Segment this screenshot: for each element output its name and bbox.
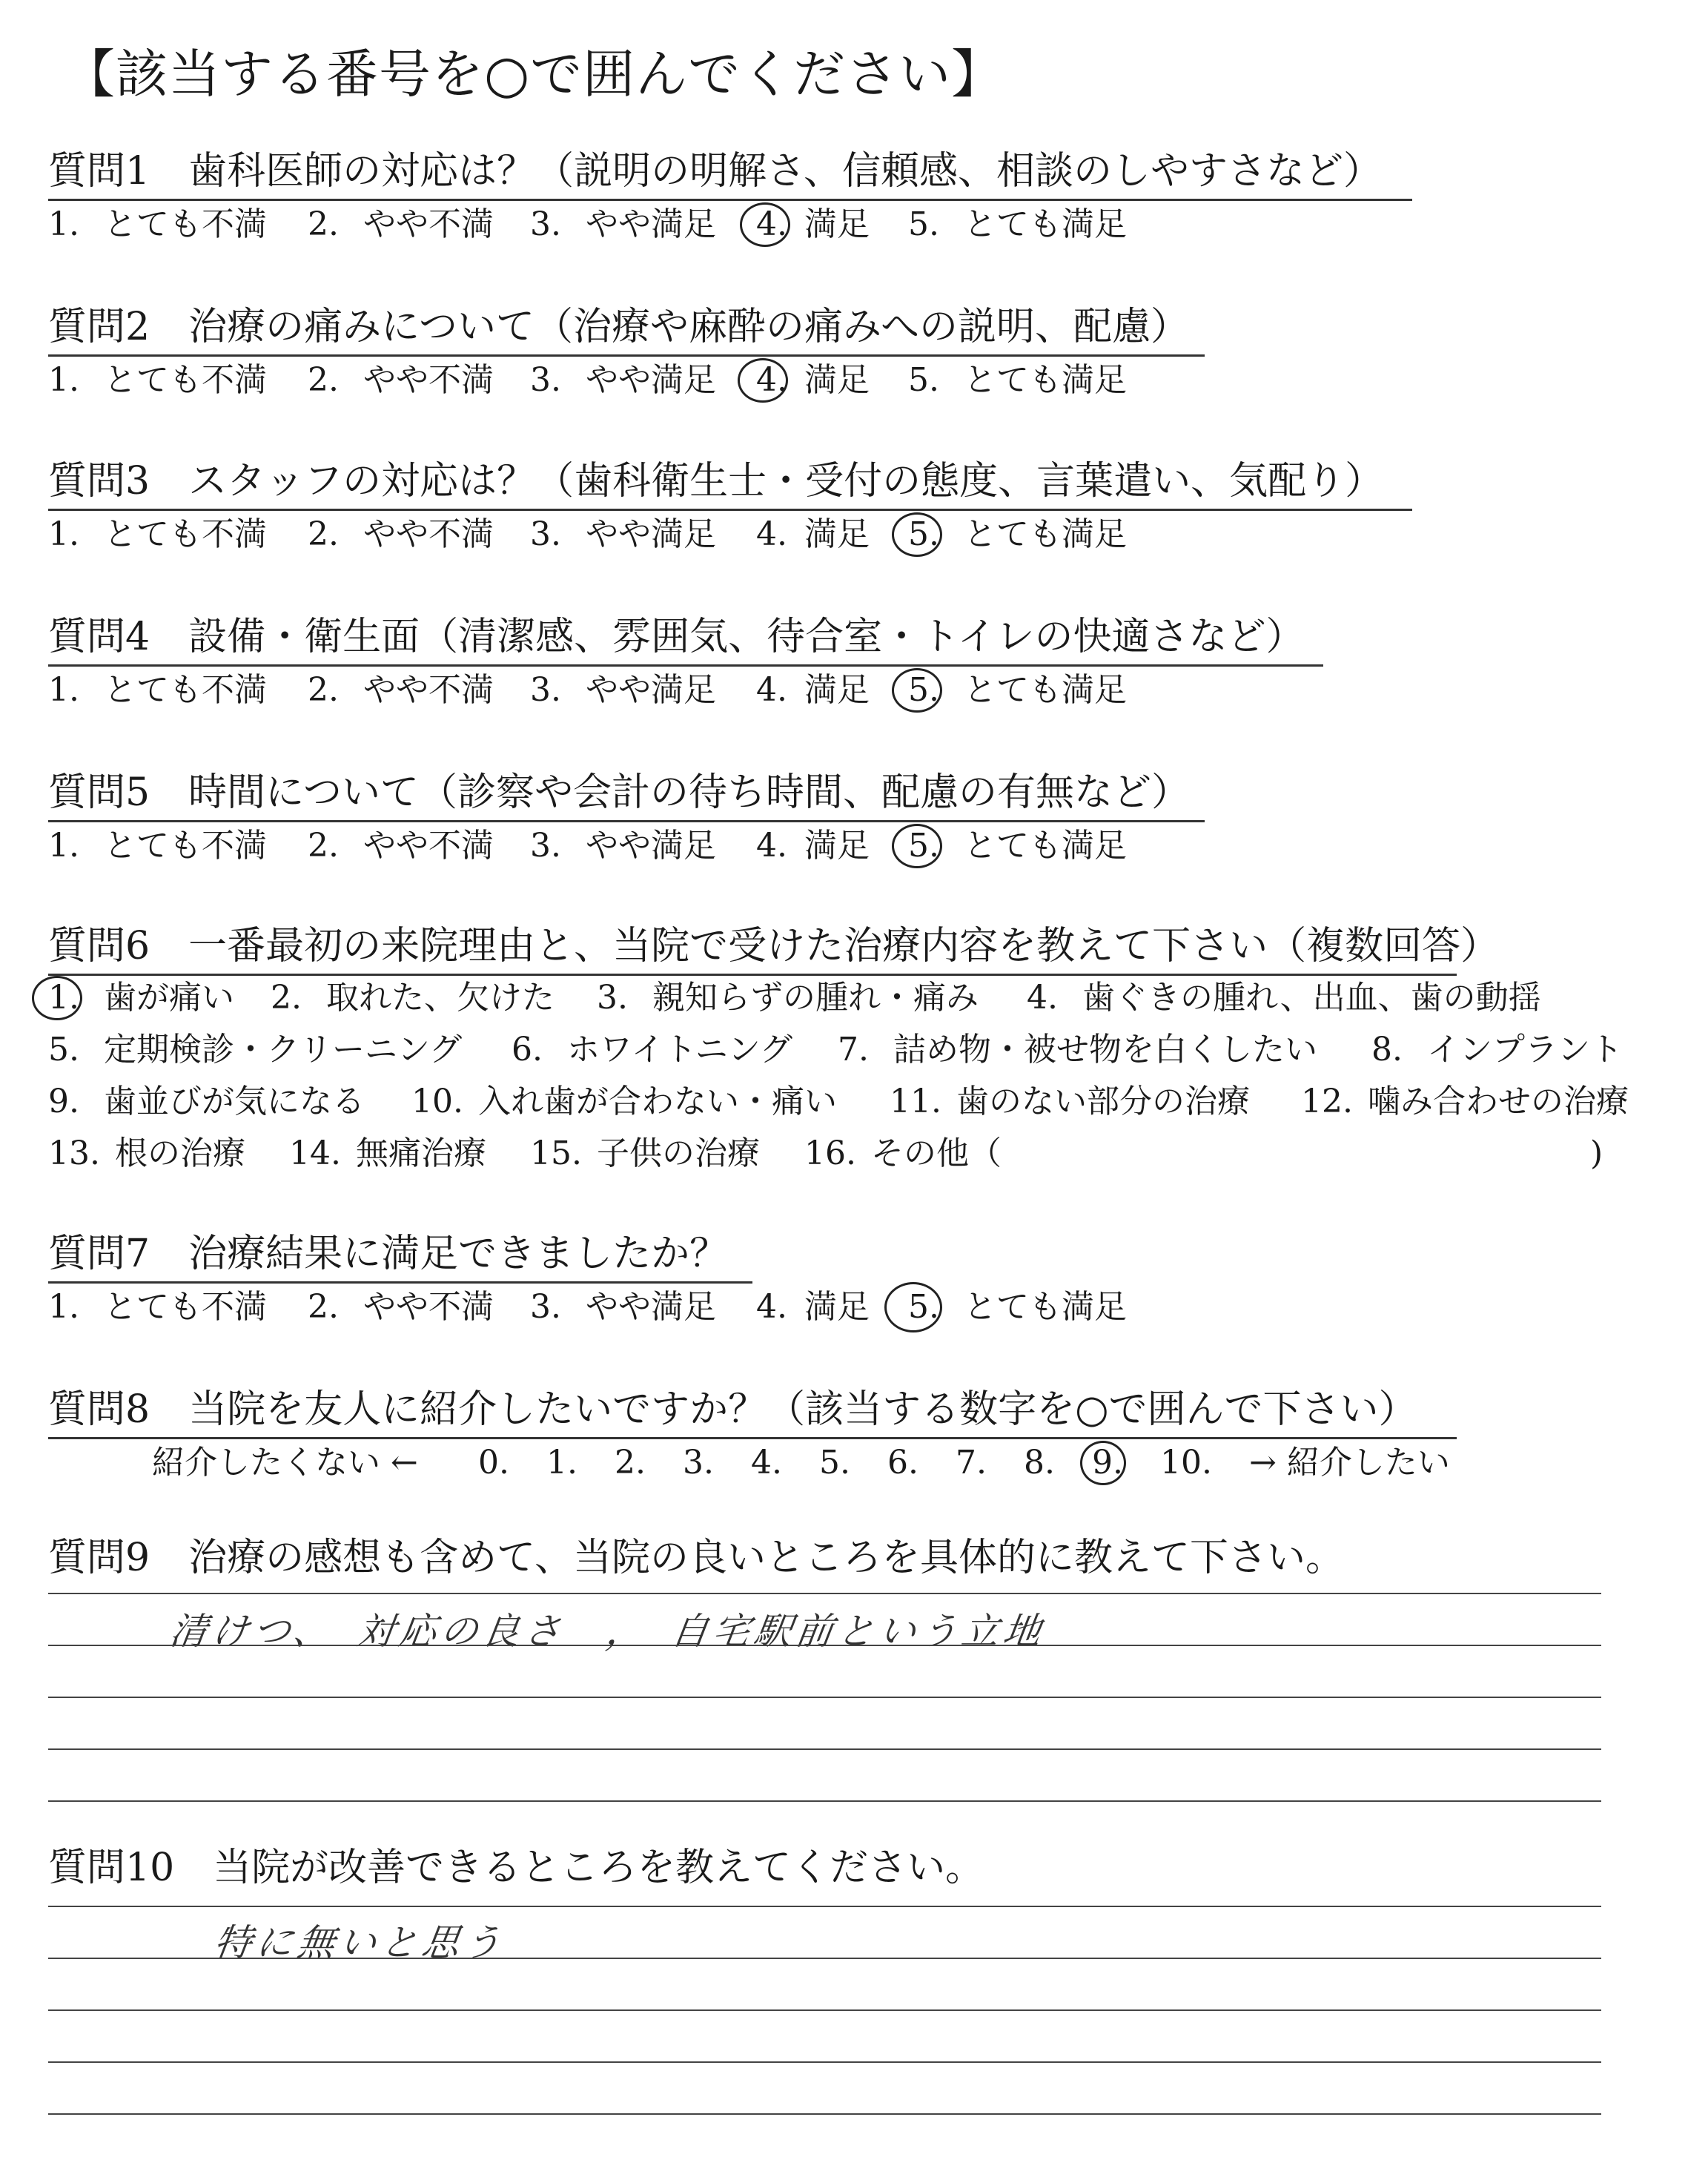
option-number[interactable]: 11.	[890, 1083, 941, 1120]
question-3-title: 質問3 スタッフの対応は？（歯科衛生士・受付の態度、言葉遣い、気配り）	[48, 458, 1412, 511]
option-number[interactable]: 2.	[271, 979, 302, 1017]
scale-number[interactable]: 3.	[683, 1444, 714, 1482]
option-number[interactable]: 2.	[308, 827, 339, 865]
option-label[interactable]: 噛み合わせの治療	[1368, 1083, 1629, 1120]
option-number[interactable]: 16.	[804, 1135, 856, 1172]
question-6-row-4	[48, 1133, 1657, 1175]
option-number[interactable]: 5.	[908, 361, 939, 399]
option-label[interactable]: 満足	[804, 1288, 870, 1326]
option-label[interactable]: 子供の治療	[597, 1135, 760, 1172]
option-number[interactable]: 1.	[48, 1288, 79, 1326]
answer-line	[48, 1593, 1601, 1594]
option-close-paren: )	[1590, 1135, 1603, 1172]
option-number[interactable]: 3.	[530, 205, 561, 243]
option-label[interactable]: 親知らずの腫れ・痛み	[652, 979, 979, 1017]
question-3-options	[48, 514, 1308, 555]
option-label[interactable]: やや満足	[586, 827, 716, 865]
option-label[interactable]: とても満足	[964, 205, 1127, 243]
scale-number[interactable]: 9.	[1092, 1444, 1123, 1482]
option-number[interactable]: 4.	[1027, 979, 1058, 1017]
scale-right-label: → 紹介したい	[1249, 1444, 1450, 1482]
option-number[interactable]: 3.	[530, 671, 561, 709]
option-label[interactable]: 歯ぐきの腫れ、出血、歯の動揺	[1082, 979, 1541, 1017]
selected-circle-mark	[32, 976, 82, 1020]
question-2-title: 質問2 治療の痛みについて（治療や麻酔の痛みへの説明、配慮）	[48, 304, 1205, 357]
option-number[interactable]: 3.	[597, 979, 628, 1017]
option-label[interactable]: 歯並びが気になる	[104, 1083, 365, 1120]
option-label[interactable]: 満足	[804, 361, 870, 399]
option-label[interactable]: やや不満	[363, 515, 494, 553]
option-label[interactable]: 満足	[804, 671, 870, 709]
option-label[interactable]: 満足	[804, 515, 870, 553]
selected-circle-mark	[884, 1282, 942, 1332]
answer-line	[48, 1645, 1601, 1646]
option-number[interactable]: 4.	[756, 671, 787, 709]
option-label[interactable]: 取れた、欠けた	[326, 979, 555, 1017]
answer-line	[48, 1906, 1601, 1907]
option-label[interactable]: とても不満	[104, 827, 267, 865]
option-number[interactable]: 8.	[1371, 1031, 1403, 1069]
question-8-scale	[48, 1442, 1531, 1484]
question-9-title: 質問9 治療の感想も含めて、当院の良いところを具体的に教えて下さい。	[48, 1536, 1345, 1580]
option-label[interactable]: やや満足	[586, 671, 716, 709]
question-10-handwritten-answer[interactable]: 特に無いと思う	[211, 1921, 509, 1964]
scale-number[interactable]: 2.	[615, 1444, 646, 1482]
option-label[interactable]: 入れ歯が合わない・痛い	[478, 1083, 837, 1120]
option-number[interactable]: 15.	[530, 1135, 582, 1172]
scale-number[interactable]: 4.	[751, 1444, 782, 1482]
scale-left-label: 紹介したくない ←	[152, 1444, 418, 1482]
question-6-row-2	[48, 1029, 1657, 1071]
option-number[interactable]: 5.	[908, 671, 939, 709]
answer-line	[48, 1958, 1601, 1959]
option-number[interactable]: 1.	[48, 361, 79, 399]
option-label[interactable]: 無痛治療	[356, 1135, 486, 1172]
option-number[interactable]: 1.	[48, 515, 79, 553]
option-number[interactable]: 3.	[530, 515, 561, 553]
selected-circle-mark	[892, 824, 942, 868]
option-number[interactable]: 14.	[289, 1135, 341, 1172]
question-7-options	[48, 1287, 1308, 1328]
option-label[interactable]: 満足	[804, 827, 870, 865]
option-label[interactable]: 歯のない部分の治療	[956, 1083, 1250, 1120]
option-number[interactable]: 2.	[308, 671, 339, 709]
option-number[interactable]: 9.	[48, 1083, 79, 1120]
option-number[interactable]: 12.	[1301, 1083, 1353, 1120]
answer-line	[48, 2061, 1601, 2063]
option-label[interactable]: やや満足	[586, 205, 716, 243]
selected-circle-mark	[1080, 1441, 1126, 1485]
option-number[interactable]: 2.	[308, 361, 339, 399]
option-number[interactable]: 1.	[48, 671, 79, 709]
question-6-row-3	[48, 1081, 1657, 1123]
question-1-title: 質問1 歯科医師の対応は？（説明の明解さ、信頼感、相談のしやすさなど）	[48, 148, 1412, 201]
option-label[interactable]: その他（	[871, 1135, 1002, 1172]
scale-number[interactable]: 8.	[1024, 1444, 1055, 1482]
option-label[interactable]: ホワイトニング	[567, 1031, 793, 1069]
answer-line	[48, 1748, 1601, 1750]
option-number[interactable]: 4.	[756, 515, 787, 553]
question-7-title: 質問7 治療結果に満足できましたか？	[48, 1231, 752, 1284]
question-6-row-1	[48, 977, 1657, 1019]
option-label[interactable]: とても不満	[104, 671, 267, 709]
selected-circle-mark	[892, 512, 942, 557]
option-number[interactable]: 2.	[308, 515, 339, 553]
scale-number[interactable]: 5.	[819, 1444, 850, 1482]
answer-line	[48, 2113, 1601, 2115]
question-9-handwritten-answer[interactable]: 清けつ、 対応の良さ ， 自宅駅前という立地	[167, 1610, 1048, 1653]
selected-circle-mark	[738, 358, 788, 403]
option-label[interactable]: やや満足	[586, 515, 716, 553]
option-label[interactable]: とても満足	[964, 515, 1127, 553]
option-label[interactable]: やや満足	[586, 1288, 716, 1326]
option-label[interactable]: とても満足	[964, 827, 1127, 865]
option-label[interactable]: 根の治療	[115, 1135, 245, 1172]
option-number[interactable]: 4.	[756, 1288, 787, 1326]
option-number[interactable]: 4.	[756, 361, 787, 399]
selected-circle-mark	[740, 202, 790, 247]
option-label[interactable]: やや不満	[363, 1288, 494, 1326]
scale-number[interactable]: 6.	[887, 1444, 918, 1482]
option-number[interactable]: 13.	[48, 1135, 100, 1172]
form-title: 【該当する番号を○で囲んでください】	[63, 44, 1004, 105]
question-5-title: 質問5 時間について（診察や会計の待ち時間、配慮の有無など）	[48, 770, 1205, 822]
option-number[interactable]: 6.	[512, 1031, 543, 1069]
option-label[interactable]: やや不満	[363, 671, 494, 709]
option-label[interactable]: とても不満	[104, 515, 267, 553]
option-number[interactable]: 2.	[308, 1288, 339, 1326]
question-4-options	[48, 670, 1308, 711]
option-number[interactable]: 2.	[308, 205, 339, 243]
option-number[interactable]: 5.	[908, 515, 939, 553]
option-label[interactable]: とても不満	[104, 1288, 267, 1326]
option-label[interactable]: 詰め物・被せ物を白くしたい	[893, 1031, 1317, 1069]
question-8-title: 質問8 当院を友人に紹介したいですか？（該当する数字を○で囲んで下さい）	[48, 1387, 1457, 1439]
answer-line	[48, 1800, 1601, 1802]
option-number[interactable]: 10.	[411, 1083, 463, 1120]
option-number[interactable]: 4.	[756, 205, 787, 243]
option-number[interactable]: 5.	[908, 827, 939, 865]
option-label[interactable]: 満足	[804, 205, 870, 243]
option-number[interactable]: 5.	[908, 205, 939, 243]
option-number[interactable]: 1.	[48, 205, 79, 243]
scale-number[interactable]: 0.	[478, 1444, 509, 1482]
option-label[interactable]: やや不満	[363, 205, 494, 243]
option-label[interactable]: やや不満	[363, 827, 494, 865]
option-number[interactable]: 5.	[908, 1288, 939, 1326]
option-number[interactable]: 4.	[756, 827, 787, 865]
option-label[interactable]: とても不満	[104, 361, 267, 399]
question-5-options	[48, 825, 1308, 867]
option-number[interactable]: 3.	[530, 361, 561, 399]
scale-number[interactable]: 1.	[546, 1444, 577, 1482]
option-number[interactable]: 3.	[530, 827, 561, 865]
option-label[interactable]: とても満足	[964, 361, 1127, 399]
question-4-title: 質問4 設備・衛生面（清潔感、雰囲気、待合室・トイレの快適さなど）	[48, 614, 1323, 667]
option-label[interactable]: インプラント	[1427, 1031, 1623, 1069]
option-number[interactable]: 7.	[838, 1031, 869, 1069]
answer-line	[48, 1697, 1601, 1698]
question-2-options	[48, 360, 1308, 401]
option-label[interactable]: 定期検診・クリーニング	[104, 1031, 463, 1069]
option-label[interactable]: とても満足	[964, 671, 1127, 709]
option-number[interactable]: 1.	[48, 979, 79, 1017]
option-number[interactable]: 1.	[48, 827, 79, 865]
question-1-options	[48, 204, 1308, 245]
option-number[interactable]: 3.	[530, 1288, 561, 1326]
option-label[interactable]: とても不満	[104, 205, 267, 243]
scale-number[interactable]: 10.	[1160, 1444, 1212, 1482]
question-10-title: 質問10 当院が改善できるところを教えてください。	[48, 1846, 984, 1890]
option-label[interactable]: やや不満	[363, 361, 494, 399]
question-6-title: 質問6 一番最初の来院理由と、当院で受けた治療内容を教えて下さい（複数回答）	[48, 923, 1457, 976]
selected-circle-mark	[892, 668, 942, 713]
option-label[interactable]: やや満足	[586, 361, 716, 399]
scale-number[interactable]: 7.	[956, 1444, 987, 1482]
option-number[interactable]: 5.	[48, 1031, 79, 1069]
option-label[interactable]: 歯が痛い	[104, 979, 234, 1017]
option-label[interactable]: とても満足	[964, 1288, 1127, 1326]
answer-line	[48, 2009, 1601, 2011]
